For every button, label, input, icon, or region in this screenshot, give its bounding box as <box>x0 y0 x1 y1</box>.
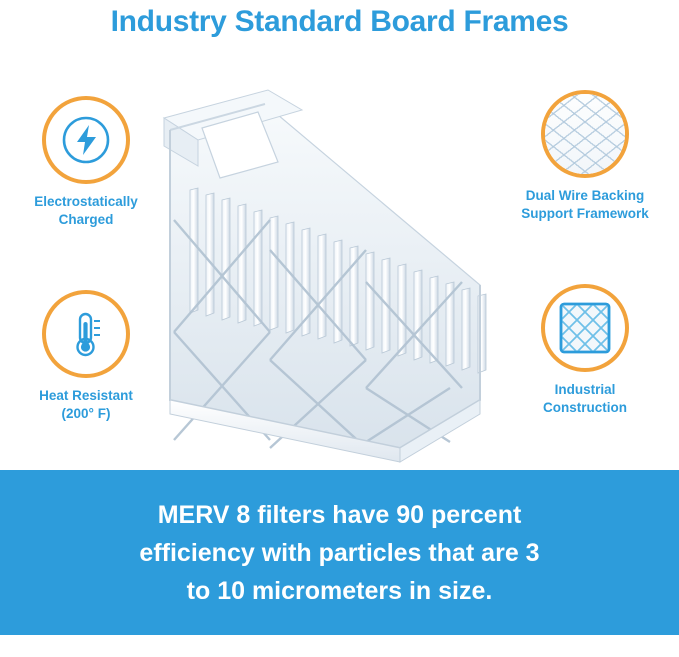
feature-label <box>6 193 166 229</box>
feature-label <box>505 381 665 417</box>
page-title: Industry Standard Board Frames <box>110 5 569 38</box>
banner-line-2: efficiency with particles that are 3 <box>139 538 540 567</box>
feature-dual-wire-backing <box>505 90 665 223</box>
lightning-bolt-icon <box>60 114 112 166</box>
filter-art-svg <box>150 70 500 470</box>
feature-icon-ring <box>42 290 130 378</box>
banner-line-3: to 10 micrometers in size. <box>186 576 493 605</box>
thermometer-icon <box>59 307 113 361</box>
feature-icon-ring <box>42 96 130 184</box>
feature-label-line1: Dual Wire Backing <box>525 188 645 203</box>
feature-label-line2: Construction <box>543 400 627 415</box>
banner-line-1: MERV 8 filters have 90 percent <box>157 500 522 529</box>
feature-label-line1: Industrial <box>554 382 616 397</box>
feature-label-line2: Charged <box>58 212 114 227</box>
feature-label-line2: (200° F) <box>61 406 111 421</box>
feature-label-line1: Electrostatically <box>34 194 138 209</box>
feature-industrial-construction <box>505 284 665 417</box>
feature-icon-ring <box>541 284 629 372</box>
feature-label-line1: Heat Resistant <box>39 388 133 403</box>
wire-mesh-icon <box>545 94 625 174</box>
merv-rating-banner <box>0 470 679 635</box>
feature-label-line2: Support Framework <box>521 206 649 221</box>
feature-electrostatically-charged <box>6 96 166 229</box>
product-illustration <box>150 70 500 470</box>
feature-icon-ring <box>541 90 629 178</box>
grid-frame-icon <box>556 299 614 357</box>
feature-label <box>6 387 166 423</box>
feature-label <box>505 187 665 223</box>
feature-heat-resistant <box>6 290 166 423</box>
banner-text <box>99 496 579 610</box>
